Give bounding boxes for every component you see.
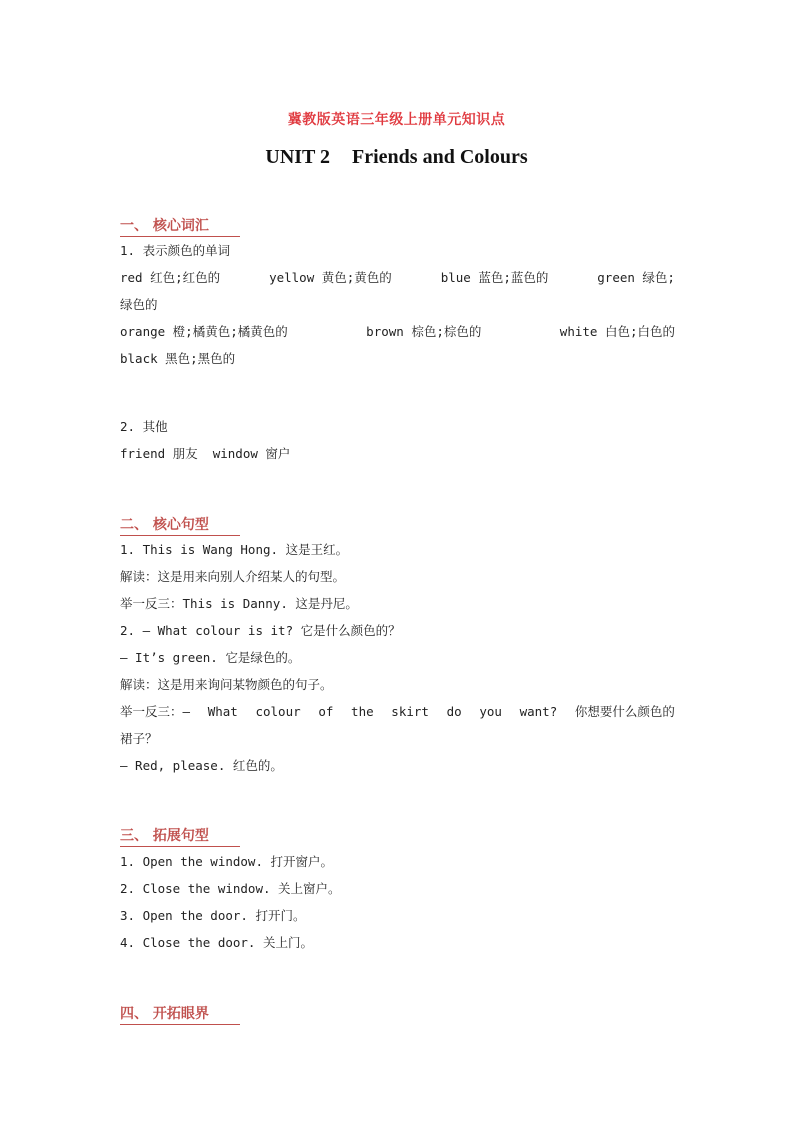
extended-line: 1. Open the window. 打开窗户。	[120, 854, 334, 869]
vocab-sub-others: 2. 其他	[120, 419, 168, 434]
color-orange: orange 橙;橘黄色;橘黄色的	[120, 324, 288, 339]
example-word: of	[318, 704, 334, 719]
unit-name: Friends and Colours	[352, 146, 528, 168]
vocab-sub-colors: 1. 表示颜色的单词	[120, 243, 231, 258]
extended-line: 2. Close the window. 关上窗户。	[120, 881, 341, 896]
color-blue: blue 蓝色;蓝色的	[440, 270, 549, 285]
sentence-line: 1. This is Wang Hong. 这是王红。	[120, 542, 349, 557]
sentence-line: 解读：这是用来询问某物颜色的句子。	[120, 677, 333, 692]
color-yellow: yellow 黄色;黄色的	[269, 270, 392, 285]
color-brown: brown 棕色;棕色的	[366, 324, 482, 339]
example-word: the	[351, 704, 374, 719]
example-word: want?	[519, 704, 558, 719]
document-header: 冀教版英语三年级上册单元知识点	[287, 112, 506, 128]
example-row	[120, 704, 675, 720]
example-word: colour	[255, 704, 301, 719]
vocab-others: friend 朋友 window 窗户	[120, 446, 291, 461]
colors-row-1-continued: 绿色的	[120, 297, 158, 312]
section-heading-vocabulary: 一、 核心词汇	[120, 215, 240, 237]
example-word: 你想要什么颜色的	[574, 704, 675, 719]
section-heading-sentences: 二、 核心句型	[120, 514, 240, 536]
color-green: green 绿色;	[597, 270, 675, 285]
example-word: do	[446, 704, 462, 719]
color-black: black 黑色;黑色的	[120, 351, 236, 366]
sentence-line: — It’s green. 它是绿色的。	[120, 650, 301, 665]
extended-line: 4. Close the door. 关上门。	[120, 935, 313, 950]
example-row-continued: 裙子？	[120, 731, 158, 746]
color-red: red 红色;红色的	[120, 270, 221, 285]
unit-label: UNIT 2	[265, 146, 331, 168]
example-answer: — Red, please. 红色的。	[120, 758, 283, 773]
section-heading-horizons: 四、 开拓眼界	[120, 1003, 240, 1025]
example-word: you	[479, 704, 502, 719]
unit-title	[0, 146, 793, 169]
extended-line: 3. Open the door. 打开门。	[120, 908, 306, 923]
example-word: skirt	[391, 704, 429, 719]
sentence-line: 解读：这是用来向别人介绍某人的句型。	[120, 569, 346, 584]
colors-row-1	[120, 270, 675, 286]
sentence-line: 2. — What colour is it? 它是什么颜色的？	[120, 623, 401, 638]
example-word: What	[207, 704, 238, 719]
example-word: 举一反三：—	[120, 704, 191, 719]
sentence-line: 举一反三：This is Danny. 这是丹尼。	[120, 596, 358, 611]
section-heading-extended: 三、 拓展句型	[120, 825, 240, 847]
colors-row-2	[120, 324, 675, 340]
color-white: white 白色;白色的	[559, 324, 675, 339]
